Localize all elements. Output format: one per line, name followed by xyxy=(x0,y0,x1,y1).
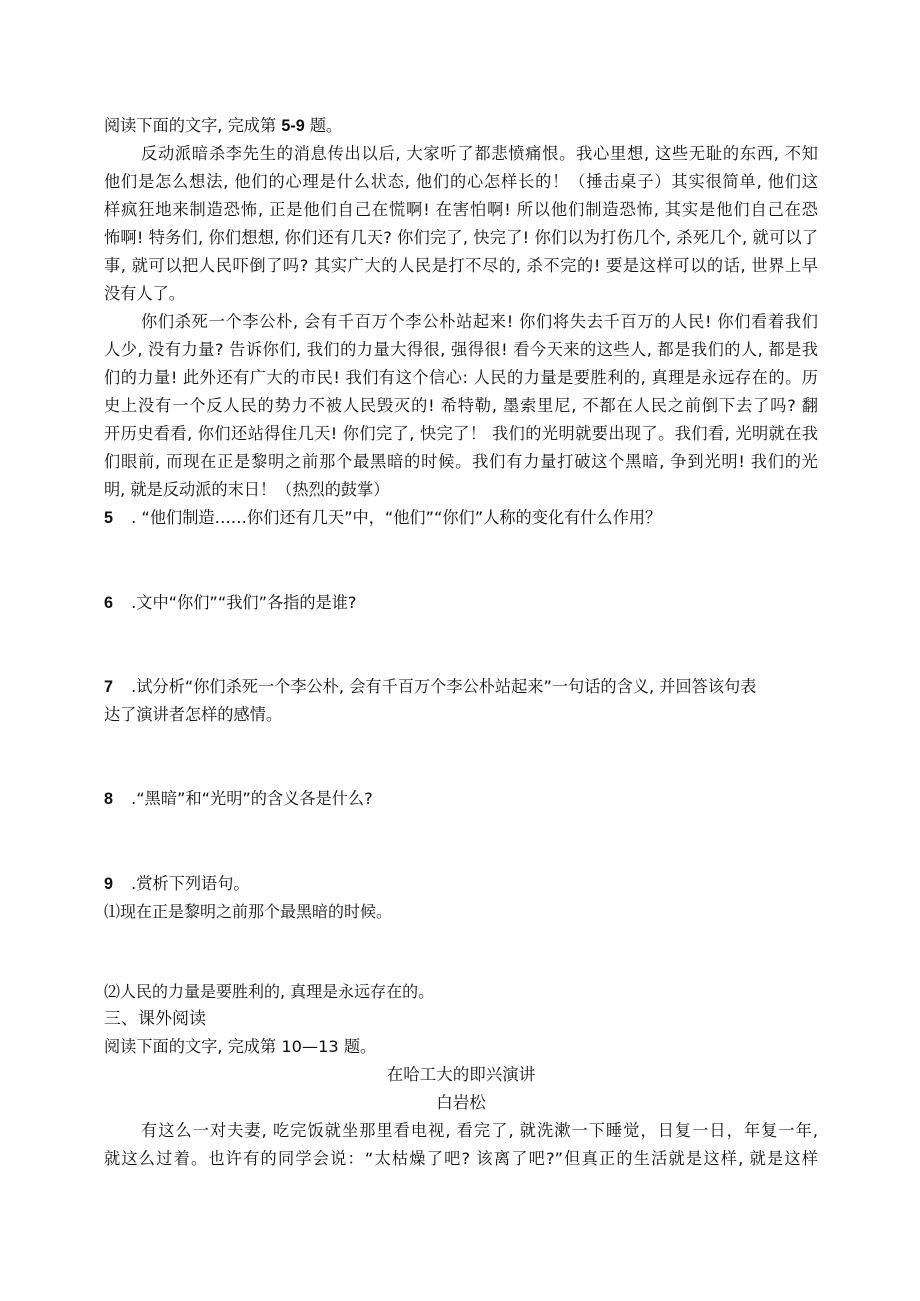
question-7-continued: 达了演讲者怎样的感情。 xyxy=(104,705,283,724)
passage-line: 们的力量! 此外还有广大的市民! 我们有这个信心: 人民的力量是要胜利的, 真理是永远存在的。历 xyxy=(104,368,818,387)
passage-line: 人少, 没有力量? 告诉你们, 我们的力量大得很, 强得很! 看今天来的这些人, 都是我们的人, 都是我 xyxy=(104,340,818,359)
passage-line: 样疯狂地来制造恐怖, 正是他们自己在慌啊! 在害怕啊! 所以他们制造恐怖, 其实是他们自己在恐 xyxy=(104,200,818,219)
question-text: .文中“你们”“我们”各指的是谁? xyxy=(126,593,357,612)
passage-line: 明, 就是反动派的末日！（热烈的鼓掌） xyxy=(104,480,390,499)
question-9-item-2: ⑵人民的力量是要胜利的, 真理是永远存在的。 xyxy=(104,982,435,1001)
article-title: 在哈工大的即兴演讲 xyxy=(386,1065,536,1084)
passage-line: 事, 就可以把人民吓倒了吗? 其实广大的人民是打不尽的, 杀不完的! 要是这样可以的话, 世界上早 xyxy=(104,256,818,275)
question-8 xyxy=(104,785,818,813)
document-page xyxy=(104,112,818,1173)
question-number: 9 xyxy=(104,875,114,893)
passage-line: 你们杀死一个李公朴, 会有千百万个李公朴站起来! 你们将失去千百万的人民! 你们看着我们 xyxy=(141,312,818,331)
article-paragraph-1 xyxy=(104,1117,818,1173)
passage-line: 怖啊! 特务们, 你们想想, 你们还有几天? 你们完了, 快完了! 你们以为打伤几个, 杀死几个, 就可以了 xyxy=(104,228,818,247)
article-line: 有这么一对夫妻, 吃完饭就坐那里看电视, 看完了, 就洗漱一下睡觉，日复一日，年复一年, xyxy=(141,1121,818,1140)
passage-line: 他们是怎么想法, 他们的心理是什么状态, 他们的心怎样长的！（捶击桌子）其实很简单, 他们这 xyxy=(104,172,818,191)
question-text: .赏析下列语句。 xyxy=(126,874,250,893)
question-9 xyxy=(104,870,818,898)
reading-instruction-1 xyxy=(104,112,818,140)
passage-line: 没有人了。 xyxy=(104,284,185,303)
passage-line: 反动派暗杀李先生的消息传出以后, 大家听了都悲愤痛恨。我心里想, 这些无耻的东西, 不知 xyxy=(141,144,818,163)
passage-line: 史上没有一个反人民的势力不被人民毁灭的! 希特勒, 墨索里尼, 不都在人民之前倒下去了吗? 翻 xyxy=(104,396,818,415)
instruction-1-pre: 阅读下面的文字, 完成第 xyxy=(104,116,282,135)
article-line: 就这么过着。也许有的同学会说：“太枯燥了吧? 该离了吧?”但真正的生活就是这样, 就是这样 xyxy=(104,1149,818,1168)
article-author: 白岩松 xyxy=(436,1093,486,1112)
passage-line: 们眼前, 而现在正是黎明之前那个最黑暗的时候。我们有力量打破这个黑暗, 争到光明! 我们的光 xyxy=(104,452,818,471)
passage-1-paragraph-1 xyxy=(104,140,818,308)
question-number: 5 xyxy=(104,509,114,527)
reading-instruction-2 xyxy=(104,1033,818,1061)
question-text: . “他们制造……你们还有几天”中，“他们”“你们”人称的变化有什么作用？ xyxy=(126,508,662,527)
instruction-2-pre: 阅读下面的文字, 完成第 xyxy=(104,1037,282,1056)
instruction-1-range: 5-9 xyxy=(281,117,305,135)
question-9-item-1: ⑴现在正是黎明之前那个最黑暗的时候。 xyxy=(104,902,393,921)
passage-1-paragraph-2 xyxy=(104,308,818,504)
question-number: 6 xyxy=(104,594,114,612)
question-7 xyxy=(104,673,818,701)
instruction-1-post: 题。 xyxy=(304,116,343,135)
instruction-2-range: 10—13 xyxy=(281,1037,339,1056)
question-number: 8 xyxy=(104,790,114,808)
question-text: .试分析“你们杀死一个李公朴, 会有千百万个李公朴站起来”一句话的含义, 并回答该句表 xyxy=(126,677,757,696)
question-number: 7 xyxy=(104,678,114,696)
instruction-2-post: 题。 xyxy=(338,1037,377,1056)
passage-line: 开历史看看, 你们还站得住几天! 你们完了, 快完了！ 我们的光明就要出现了。我们看, 光明就在我 xyxy=(104,424,818,443)
question-text: .“黑暗”和“光明”的含义各是什么? xyxy=(126,789,373,808)
section-heading: 三、课外阅读 xyxy=(104,1009,206,1029)
question-5 xyxy=(104,504,818,532)
question-6 xyxy=(104,589,818,617)
